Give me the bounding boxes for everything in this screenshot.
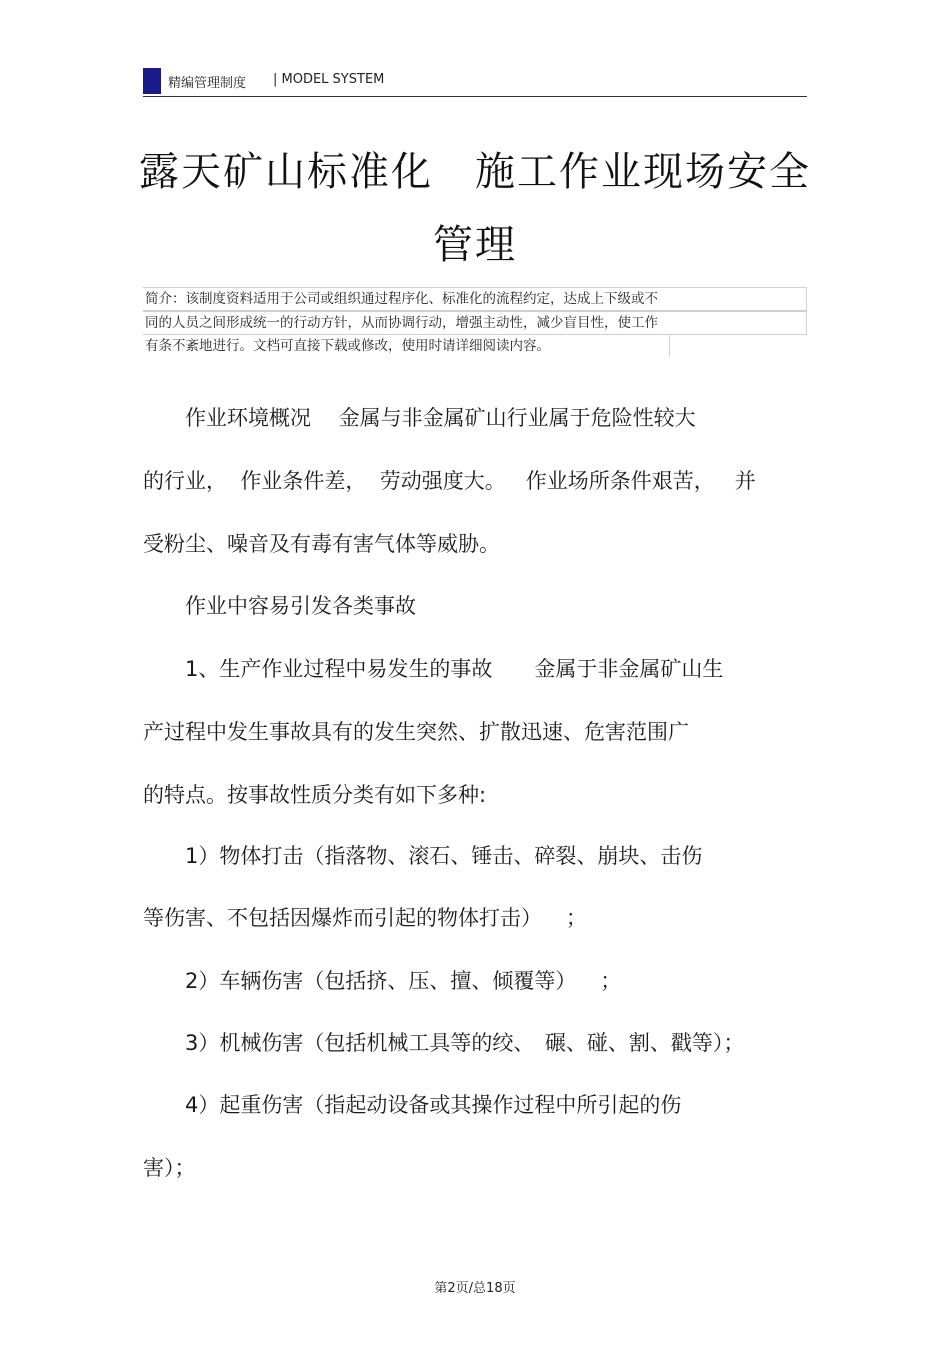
body-line-12: 4）起重伤害（指起动设备或其操作过程中所引起的伤 bbox=[143, 1093, 682, 1117]
body-line-2: 的行业， 作业条件差， 劳动强度大。 作业场所条件艰苦， 并 bbox=[143, 469, 756, 493]
body-line-5: 1、生产作业过程中易发生的事故 金属于非金属矿山生 bbox=[143, 657, 724, 681]
body-line-4: 作业中容易引发各类事故 bbox=[143, 594, 416, 618]
intro-line-1: 简介：该制度资料适用于公司或组织通过程序化、标准化的流程约定，达成上下级或不 bbox=[143, 287, 807, 311]
document-title-line-1: 露天矿山标准化 施工作业现场安全 bbox=[139, 149, 811, 195]
body-line-9: 等伤害、不包括因爆炸而引起的物体打击） ； bbox=[143, 906, 587, 930]
body-line-10: 2）车辆伤害（包括挤、压、擅、倾覆等） ； bbox=[143, 969, 622, 993]
intro-box bbox=[143, 287, 807, 357]
logo-icon bbox=[143, 68, 161, 94]
intro-line-3: 有条不紊地进行。文档可直接下载或修改，使用时请详细阅读内容。 bbox=[143, 335, 670, 357]
header-title: 精编管理制度 bbox=[168, 76, 247, 91]
body-line-6: 产过程中发生事故具有的发生突然、扩散迅速、危害范围广 bbox=[143, 720, 689, 744]
intro-line-2: 同的人员之间形成统一的行动方针，从而协调行动，增强主动性，减少盲目性，使工作 bbox=[143, 311, 807, 335]
body-line-7: 的特点。按事故性质分类有如下多种: bbox=[143, 783, 487, 807]
header-subtitle: | MODEL SYSTEM bbox=[273, 72, 385, 87]
body-line-13: 害）； bbox=[143, 1156, 196, 1180]
body-line-3: 受粉尘、噪音及有毒有害气体等威胁。 bbox=[143, 532, 500, 556]
body-line-1: 作业环境概况 金属与非金属矿山行业属于危险性较大 bbox=[143, 406, 696, 430]
document-title-line-2: 管理 bbox=[433, 222, 517, 268]
page-number: 第2页/总18页 bbox=[434, 1281, 516, 1296]
body-line-11: 3）机械伤害（包括机械工具等的绞、 碾、碰、割、戳等）； bbox=[143, 1031, 745, 1055]
page-header bbox=[143, 66, 807, 97]
body-line-8: 1）物体打击（指落物、滚石、锤击、碎裂、崩块、击伤 bbox=[143, 844, 703, 868]
